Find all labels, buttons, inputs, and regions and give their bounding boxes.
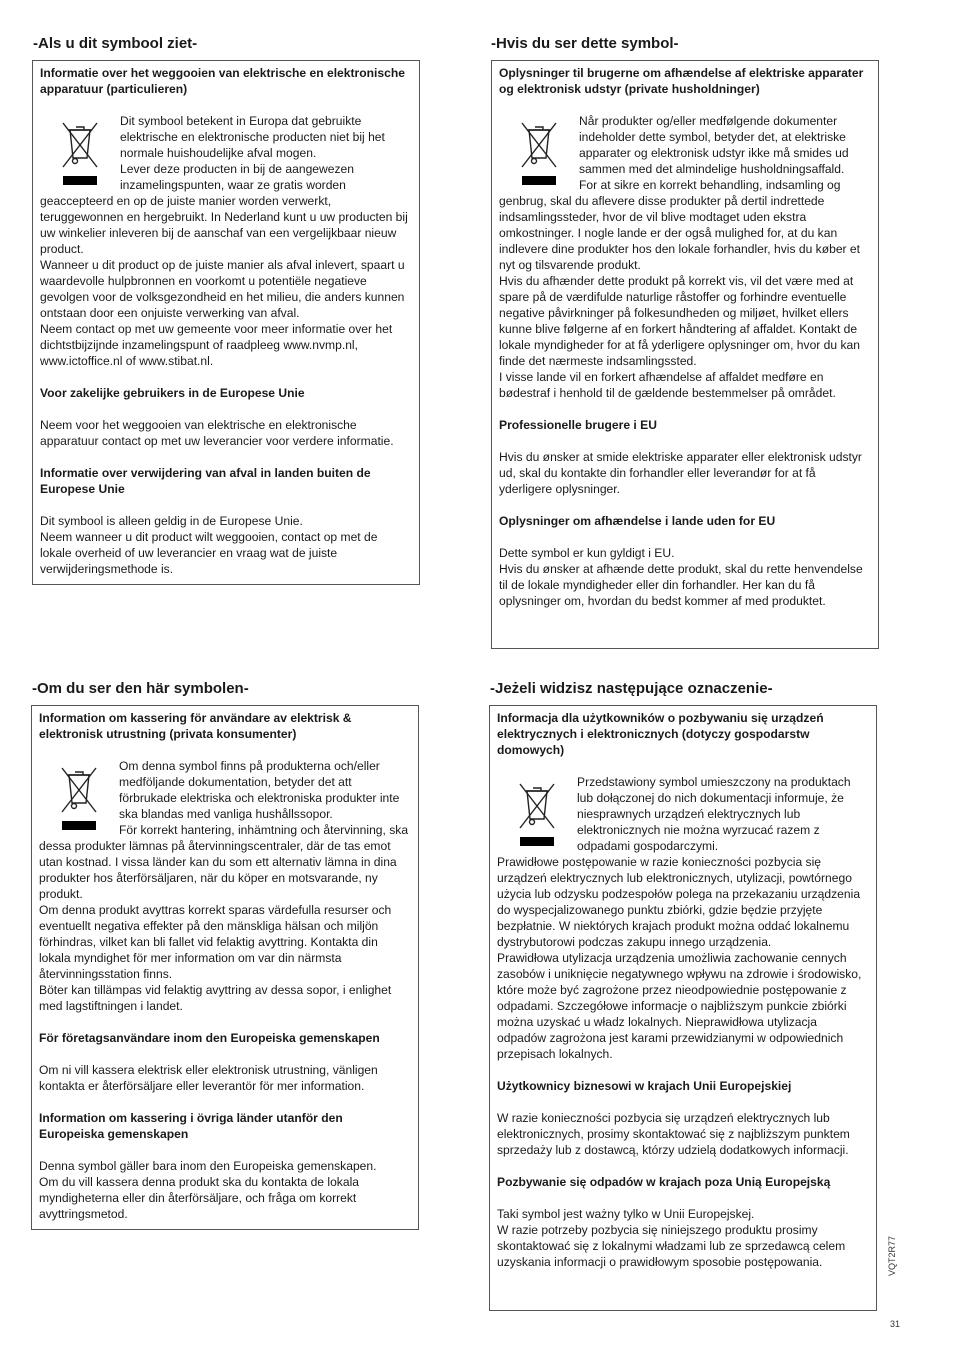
section-box-da xyxy=(491,60,879,649)
subsection-heading: Pozbywanie się odpadów w krajach poza Unią Europejską xyxy=(497,1175,831,1189)
section-title-da: -Hvis du ser dette symbol- xyxy=(491,35,679,52)
subsection-body: Dit symbool is alleen geldig in de Europese Unie. Neem wanneer u dit product wilt weggooien, contact op met de lokale overheid of uw leverancier en vraag wat de juiste verwijderingsmethode is. xyxy=(40,514,378,576)
subsection-body: Hvis du ønsker at smide elektriske apparater eller elektronisk udstyr ud, skal du kontakte din forhandler eller leverandør for at få yderligere oplysninger. xyxy=(499,450,862,496)
section-heading: Informatie over het weggooien van elektrische en elektronische apparatuur (particulieren) xyxy=(40,66,405,96)
section-box-sv xyxy=(31,705,419,1230)
subsection-heading: För företagsanvändare inom den Europeiska gemenskapen xyxy=(39,1031,380,1045)
section-title-pl: -Jeżeli widzisz następujące oznaczenie- xyxy=(490,680,773,697)
subsection-body: Neem voor het weggooien van elektrische en elektronische apparatuur contact op met uw leverancier voor verdere informatie. xyxy=(40,418,394,448)
page-number: 31 xyxy=(890,1319,901,1329)
subsection-heading: Oplysninger om afhændelse i lande uden for EU xyxy=(499,514,776,528)
weee-logo xyxy=(40,117,120,193)
section-body: Når produkter og/eller medfølgende dokumenter indeholder dette symbol, betyder det, at elektriske apparater og elektronisk udstyr ikke må smides ud sammen med det almindelige husholdningsaffald. For at sikre en korrekt behandling, indsamling og genbrug, skal du aflevere disse produkter på dertil indrettede indsamlingssteder, hvor de vil blive modtaget uden ekstra omkostninger. I nogle lande er der også mulighed for, at du kan indlevere dine produkter hos den lokale forhandler, hvis du køber et nyt og tilsvarende produkt. Hvis du afhænder dette produkt på korrekt vis, vil det være med at spare på de værdifulde naturlige råstoffer og forhindre eventuelle negative påvirkninger på folkesundheden og miljøet, hvilket ellers kunne blive følgerne af en forkert håndtering af affaldet. Kontakt de lokale myndigheder for at få yderligere oplysninger om, hvor du kan finde det nærmeste indsamlingssted. I visse lande vil en forkert afhændelse af affaldet medføre en bødestraf i henhold til de gældende bestemmelser på området. xyxy=(499,114,861,400)
crossed-out-wheelie-bin-icon xyxy=(59,765,99,815)
subsection-heading: Professionelle brugere i EU xyxy=(499,418,657,432)
section-title-nl: -Als u dit symbool ziet- xyxy=(33,35,198,52)
weee-logo xyxy=(39,762,119,838)
section-body: Om denna symbol finns på produkterna och/eller medföljande dokumentation, betyder det att förbrukade elektriska och elektroniska produkter inte ska blandas med vanliga hushållssopor. För korrekt hantering, inhämtning och återvinning, ska dessa produkter lämnas på återvinningscentraler, där de tas emot utan kostnad. I vissa länder kan du som ett alternativ lämna in dina produkter hos återförsäljaren, när du köper en motsvarande, ny produkt. Om denna produkt avyttras korrekt sparas värdefulla resurser och eventuellt negativa effekter på den mänskliga hälsan och miljön förhindras, vilket kan bli fallet vid felaktig avyttring. Kontakta din lokala myndighet för mer information om var din närmsta återvinningsstation finns. Böter kan tillämpas vid felaktig avyttring av dessa sopor, i enlighet med lagstiftningen i landet. xyxy=(39,759,409,1013)
section-heading: Information om kassering för användare av elektrisk & elektronisk utrustning (privata konsumenter) xyxy=(39,711,352,741)
subsection-heading: Information om kassering i övriga länder utanför den Europeiska gemenskapen xyxy=(39,1111,343,1141)
section-heading: Oplysninger til brugerne om afhændelse af elektriske apparater og elektronisk udstyr (private husholdninger) xyxy=(499,66,864,96)
subsection-body: Denna symbol gäller bara inom den Europeiska gemenskapen. Om du vill kassera denna produkt ska du kontakta de lokala myndigheterna eller din återförsäljare, och fråga om korrekt avyttringsmetod. xyxy=(39,1159,377,1221)
subsection-body: W razie konieczności pozbycia się urządzeń elektrycznych lub elektronicznych, prosimy skontaktować się z najbliższym punktem sprzedaży lub z dostawcą, którzy udzielą dodatkowych informacji. xyxy=(497,1111,850,1157)
crossed-out-wheelie-bin-icon xyxy=(519,120,559,170)
subsection-heading: Użytkownicy biznesowi w krajach Unii Europejskiej xyxy=(497,1079,792,1093)
subsection-heading: Informatie over verwijdering van afval in landen buiten de Europese Unie xyxy=(40,466,371,496)
weee-bar xyxy=(62,821,96,830)
section-body: Dit symbool betekent in Europa dat gebruikte elektrische en elektronische producten niet bij het normale huishoudelijke afval mogen. Lever deze producten in bij de aangewezen inzamelingspunten, waar ze gratis worden geaccepteerd en op de juiste manier worden verwerkt, teruggewonnen en hergebruikt. In Nederland kunt u uw producten bij uw winkelier inleveren bij de aanschaf van een vergelijkbaar nieuw product. Wanneer u dit product op de juiste manier als afval inlevert, spaart u waardevolle hulpbronnen en voorkomt u potentiële negatieve gevolgen voor de volksgezondheid en het milieu, die anders kunnen ontstaan door een onjuiste verwerking van afval. Neem contact op met uw gemeente voor meer informatie over het dichtstbijzijnde inzamelingspunt of raadpleeg www.nvmp.nl, www.ictoffice.nl of www.stibat.nl. xyxy=(40,114,408,368)
weee-logo xyxy=(497,778,577,854)
crossed-out-wheelie-bin-icon xyxy=(60,120,100,170)
document-code: VQT2R77 xyxy=(887,1235,897,1276)
section-heading: Informacja dla użytkowników o pozbywaniu się urządzeń elektrycznych i elektronicznych (dotyczy gospodarstw domowych) xyxy=(497,711,824,757)
subsection-body: Taki symbol jest ważny tylko w Unii Europejskej. W razie potrzeby pozbycia się niniejszego produktu prosimy skontaktować się z lokalnymi władzami lub ze sprzedawcą celem uzyskania informacji o prawidłowym sposobie postępowania. xyxy=(497,1207,846,1269)
section-title-sv: -Om du ser den här symbolen- xyxy=(32,680,249,697)
weee-bar xyxy=(522,176,556,185)
section-box-pl xyxy=(489,705,877,1311)
weee-logo xyxy=(499,117,579,193)
weee-bar xyxy=(63,176,97,185)
section-body: Przedstawiony symbol umieszczony na produktach lub dołączonej do nich dokumentacji informuje, że niesprawnych urządzeń elektrycznych lub elektronicznych nie można wyrzucać razem z odpadami gospodarczymi. Prawidłowe postępowanie w razie konieczności pozbycia się urządzeń elektrycznych lub elektronicznych, utylizacji, powtórnego użycia lub odzysku podzespołów polega na przekazaniu urządzenia do wyspecjalizowanego punktu zbiórki, gdzie będzie przyjęte bezpłatnie. W niektórych krajach produkt można oddać lokalnemu dystrybutorowi podczas zakupu innego urządzenia. Prawidłowa utylizacja urządzenia umożliwia zachowanie cennych zasobów i uniknięcie negatywnego wpływu na zdrowie i środowisko, które może być zagrożone przez nieodpowiednie postępowanie z odpadami. Szczegółowe informacje o najbliższym punkcie zbiórki można uzyskać u władz lokalnych. Nieprawidłowa utylizacja odpadów zagrożona jest karami przewidzianymi w odpowiednich przepisach lokalnych. xyxy=(497,775,862,1061)
subsection-body: Om ni vill kassera elektrisk eller elektronisk utrustning, vänligen kontakta er återförsäljare eller leverantör för mer information. xyxy=(39,1063,378,1093)
crossed-out-wheelie-bin-icon xyxy=(517,781,557,831)
weee-bar xyxy=(520,837,554,846)
section-box-nl xyxy=(32,60,420,585)
subsection-body: Dette symbol er kun gyldigt i EU. Hvis du ønsker at afhænde dette produkt, skal du rette henvendelse til de lokale myndigheder eller din forhandler. Her kan du få oplysninger om, hvordan du bedst kommer af med produktet. xyxy=(499,546,863,608)
subsection-heading: Voor zakelijke gebruikers in de Europese Unie xyxy=(40,386,305,400)
